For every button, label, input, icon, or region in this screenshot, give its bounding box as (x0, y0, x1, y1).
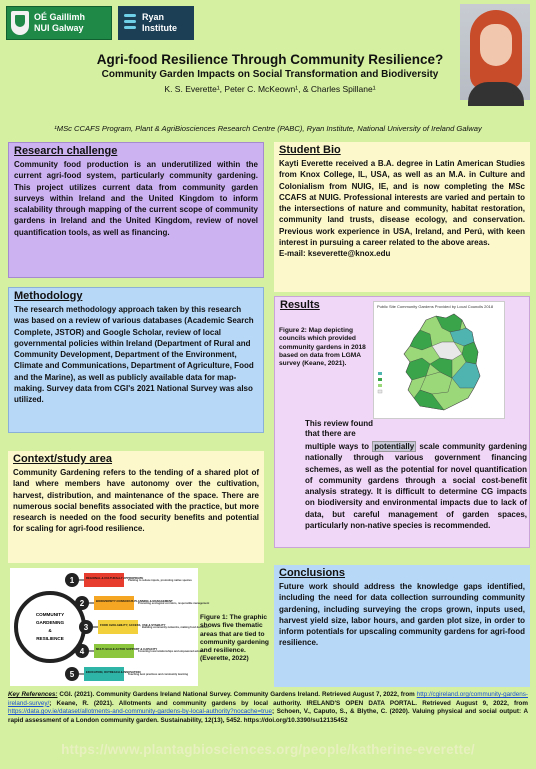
wheel-theme-desc: Planting to reduce inputs, promoting native species (128, 579, 192, 582)
wheel-center-3: & (48, 628, 52, 633)
wheel-theme-label: BIODIVERSITY-CONSCIOUS PLANNING & MANAGEMENT (96, 599, 173, 603)
bio-email: E-mail: kseverette@knox.edu (279, 249, 391, 259)
highlight-potentially: potentially (374, 442, 415, 451)
results-intro: This review found that there are (305, 419, 374, 439)
conclusions-panel (274, 565, 530, 687)
research-heading: Research challenge (14, 145, 118, 157)
wheel-theme-desc: Building community networks, making food decisions (142, 626, 209, 629)
map-title: Public Site Community Gardens Provided by Local Councils 2018 (377, 304, 494, 309)
authors: K. S. Everette¹, Peter C. McKeown¹, & Charles Spillane¹ (164, 84, 376, 94)
logo-ryan-line1: Ryan (142, 12, 165, 22)
results-text: multiple ways to potentially scale community gardening nationally through various government financing schemes, as well as the potential for novel quantification of community gardens through a social cost-benefit analysis strategy. It is difficult to determine CG impacts on biodiversity and environmental impacts due to lack of data, but careful management of garden spaces, particularly non-native species is recommended. (305, 442, 527, 531)
wheel-center-2: GARDENING (35, 620, 65, 625)
wheel-theme-desc: Teaching best practices and community learning (128, 673, 189, 676)
student-bio-panel (274, 142, 530, 292)
reference-link-data-gov[interactable]: https://data.gov.ie/dataset/allotments-and-community-gardens-by-local-authority?nocache=true (8, 708, 272, 716)
affiliation: ¹MSc CCAFS Program, Plant & AgriBiosciences Research Centre (PABC), Ryan Institute, National University of Ireland Galway (54, 124, 482, 133)
wheel-center-1: COMMUNITY (35, 612, 65, 617)
wheel-theme-desc: Promoting ecological corridors, responsible management (138, 602, 210, 605)
methodology-panel (8, 287, 264, 433)
bio-text: Kayti Everette received a B.A. degree in Latin American Studies from Knox College, IL, USA, as well as an M.A. in Culture and Colonialism from NUIG, IE, and is now completing the MSc CCAFS at NUIG. Professional interests are varied and pertain to the intersections of nature and community, habitat restoration, community land trusts, disease ecology, and conservation. Previous work experience in USA, Ireland, and Perú, with keen interest in pursuing a career related to the above areas. (279, 159, 525, 248)
context-heading: Context/study area (13, 453, 113, 465)
resilience-wheel (10, 568, 210, 686)
poster-subtitle: Community Garden Impacts on Social Transformation and Biodiversity (101, 69, 439, 80)
logo-ryan-line2: Institute (142, 23, 177, 33)
footer-url-link[interactable]: https://www.plantagbiosciences.org/people/katherine-everette/ (61, 742, 475, 757)
wheel-number: 4 (79, 647, 85, 656)
wheel-number: 5 (69, 670, 75, 679)
conclusions-text: Future work should address the knowledge gaps identified, including the need for data collection surrounding community gardening, including surveying the crops grown, inputs used, harvest yield size, labor hours, and garden plot size, in order to inform potentials for upscaling community gardens for agri-food resilience. (279, 582, 525, 648)
conclusions-heading: Conclusions (279, 567, 346, 579)
bio-heading: Student Bio (279, 144, 341, 156)
wheel-number: 3 (83, 623, 89, 632)
context-text: Community Gardening refers to the tending of a shared plot of land where members have autonomy over the cultivation, harvest, distribution, and maintenance of the space. There are numerous social benefits associated with the practice, but more research is needed on the food security benefits and potential for scaling for agri-food resilience. (13, 468, 259, 534)
ireland-map-figure (373, 301, 505, 419)
ryan-institute-logo (118, 6, 194, 40)
references-label: Key References: (8, 691, 58, 698)
wheel-theme-label: FOOD AVAILABILITY, ACCESS, USE & STABILITY (100, 623, 166, 627)
logo-uni-line1: OÉ Gaillimh (34, 12, 86, 22)
wheel-number: 2 (79, 599, 85, 608)
research-challenge-panel (8, 142, 264, 278)
figure2-caption: Figure 2: Map depicting councils which provided community gardens in 2018 based on data from LGMA survey (Keane, 2021). (279, 327, 366, 368)
references: Key References: CGI. (2021). Community Gardens Ireland National Survey. Community Gardens Ireland. Retrieved August 7, 2022, from http://cgireland.org/community-gardens-ireland-survey/; Keane, R. (2021). Allotments and community gardens by local authority. IRELAND'S OPEN DATA PORTAL. Retrieved August 9, 2022, from https://data.gov.ie/dataset/allotments-and-community-gardens-by-local-authority?nocache=true; Schoen, V., Caputo, S., & Blythe, C. (2020). Valuing physical and social output: A rapid assessment of a London community garden. Sustainability, 12(13), 5452. https://doi.org/10.3390/su12135452 (8, 691, 528, 725)
context-panel (8, 451, 264, 563)
method-heading: Methodology (14, 290, 83, 302)
wheel-theme-desc: Fostering local relationships and empowered actors (138, 650, 203, 653)
wheel-theme-label: REGIONAL & CULTURALLY APPROPRIATE (86, 576, 144, 580)
poster-title: Agri-food Resilience Through Community Resilience? (96, 52, 444, 67)
research-text: Community food production is an underutilized within the current agri-food system, particularly community gardening. This project utilizes current data from community garden surveys within Ireland and the United Kingdom to inform scalability through mapping of the current scope of community gardens in Ireland and the United Kingdom, review of novel quantification tools, as well as financing. (14, 160, 258, 237)
results-panel (274, 296, 530, 548)
figure1-graphic (10, 568, 210, 686)
crest-icon (11, 11, 29, 35)
logo-uni-line2: NUI Galway (34, 23, 84, 33)
ireland-map-icon (374, 302, 504, 418)
nui-galway-logo (6, 6, 112, 40)
ryan-wave-icon (122, 11, 138, 35)
wheel-theme-label: EDUCATION, OUTREACH & INNOVATION (86, 670, 141, 674)
method-text: The research methodology approach taken by this research was based on a review of various databases (Academic Search Complete, JSTOR) and Google Scholar, review of local governmental policies within Ireland (Department of Rural and Community Development, Department of the Environment, Climate and Communications, Department of Agriculture, Food and the Marine), as well as publicly available data for map-making. Survey data from CGI's 2021 National Survey was also utilized. (14, 305, 254, 405)
reference-link-cgi[interactable]: http://cgireland.org/community-gardens-ireland-survey/ (8, 691, 528, 707)
wheel-number: 1 (69, 576, 75, 585)
results-heading: Results (280, 299, 320, 311)
figure1-caption: Figure 1: The graphic shows five thematic areas that are tied to community gardening and resilience. (Everette, 2022) (200, 614, 269, 663)
wheel-theme-label: MULTI-SCALE ACTOR SUPPORT & CAPACITY (96, 647, 158, 651)
wheel-center-4: RESILIENCE (36, 636, 64, 641)
